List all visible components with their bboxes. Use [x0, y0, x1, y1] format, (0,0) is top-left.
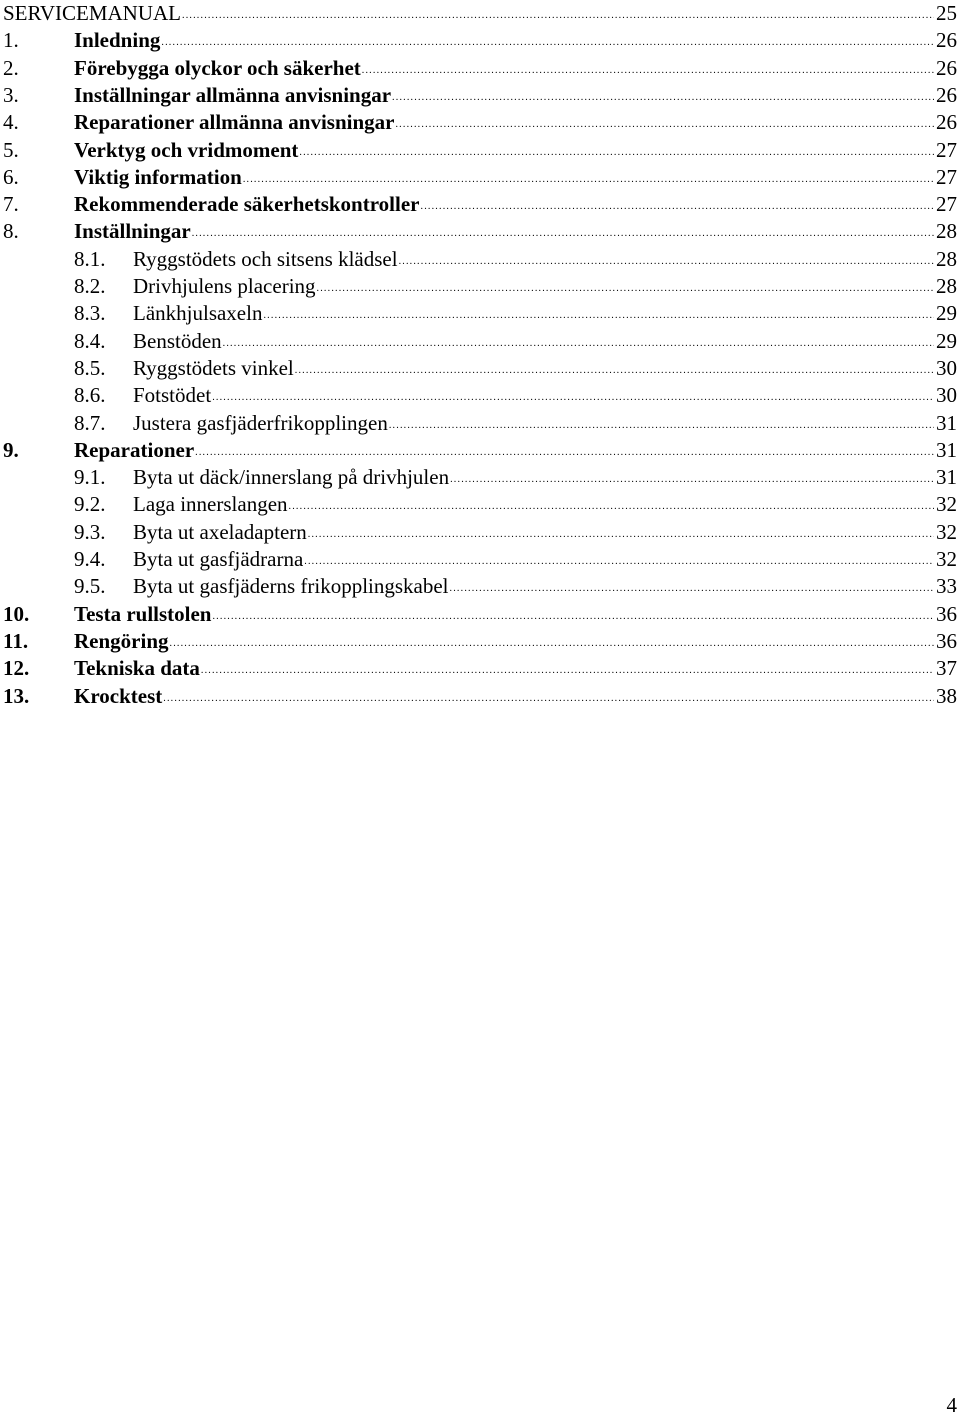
toc-entry[interactable] [3, 246, 957, 273]
toc-entry[interactable] [3, 464, 957, 491]
toc-entry-title: Byta ut gasfjäderns frikopplingskabel [133, 574, 449, 599]
toc-entry-page: 28 [936, 274, 957, 298]
toc-entry[interactable] [3, 491, 957, 518]
toc-entry-page: 36 [936, 601, 957, 626]
toc-entry-page: 28 [936, 219, 957, 244]
toc-entry[interactable] [3, 355, 957, 382]
toc-entry-title: Testa rullstolen [74, 601, 212, 626]
toc-entry-title: Byta ut gasfjädrarna [133, 547, 304, 571]
toc-entry[interactable] [3, 300, 957, 327]
toc-entry-title: Reparationer allmänna anvisningar [74, 110, 395, 135]
page-number: 4 [946, 1393, 957, 1417]
toc-entry-number: 8.5. [74, 355, 106, 380]
toc-entry-page: 32 [936, 519, 957, 544]
dot-leader [163, 685, 934, 712]
dot-leader [450, 466, 934, 493]
toc-entry-page: 36 [936, 628, 957, 653]
toc-entry-title: Laga innerslangen [133, 492, 288, 517]
toc-entry-page: 32 [936, 492, 957, 517]
toc-entry-title: Tekniska data [74, 656, 200, 681]
toc-entry-page: 30 [936, 383, 957, 408]
toc-entry-page: 26 [936, 82, 957, 107]
toc-entry-page: 37 [936, 656, 957, 681]
toc-entry-page: 38 [936, 683, 957, 708]
toc-entry[interactable] [3, 273, 957, 300]
toc-entry-page: 26 [936, 28, 957, 53]
toc-entry[interactable] [3, 437, 957, 464]
toc-entry[interactable] [3, 164, 957, 191]
toc-entry-number: 9.1. [74, 465, 106, 490]
toc-entry-title: Länkhjulsaxeln [133, 301, 263, 326]
toc-entry-number: 7. [3, 192, 19, 217]
dot-leader [395, 111, 934, 138]
toc-entry-number: 8.1. [74, 246, 106, 271]
dot-leader [399, 248, 934, 275]
toc-entry-page: 33 [936, 574, 957, 599]
dot-leader [450, 575, 934, 602]
dot-leader [192, 220, 934, 247]
dot-leader [170, 630, 935, 657]
toc-entry-number: 8.4. [74, 328, 106, 353]
toc-entry[interactable] [3, 601, 957, 628]
dot-leader [289, 493, 934, 520]
dot-leader [392, 84, 934, 111]
dot-leader [243, 166, 934, 193]
dot-leader [212, 384, 934, 411]
toc-entry-number: 2. [3, 55, 19, 80]
toc-entry-title: Inledning [74, 28, 161, 53]
toc-entry[interactable] [3, 218, 957, 245]
dot-leader [201, 657, 934, 684]
dot-leader [421, 193, 935, 220]
toc-entry-page: 30 [936, 355, 957, 380]
toc-entry-number: 3. [3, 82, 19, 107]
toc-entry-page: 27 [936, 164, 957, 189]
toc-entry-page: 29 [936, 301, 957, 326]
toc-entry-title: Viktig information [74, 164, 242, 189]
toc-entry-number: 8.6. [74, 383, 106, 408]
toc-entry-number: 8.7. [74, 410, 106, 435]
toc-entry-number: 6. [3, 164, 19, 189]
dot-leader [308, 521, 934, 548]
toc-entry-number: 9.3. [74, 519, 106, 544]
toc-entry[interactable] [3, 55, 957, 82]
toc-entry-number: 5. [3, 137, 19, 162]
toc-entry-number: 12. [3, 656, 30, 681]
toc-entry-title: Verktyg och vridmoment [74, 137, 299, 162]
dot-leader [263, 302, 934, 329]
toc-entry-title: Ryggstödets och sitsens klädsel [133, 246, 398, 271]
dot-leader [182, 2, 934, 29]
dot-leader [223, 330, 934, 357]
toc-entry-number: 9.2. [74, 492, 106, 517]
toc-entry[interactable] [3, 655, 957, 682]
toc-entry-page: 28 [936, 246, 957, 271]
toc-entry-title: Byta ut däck/innerslang på drivhjulen [133, 465, 450, 490]
toc-entry-number: 9.5. [74, 574, 106, 599]
toc-entry-number: 13. [3, 683, 30, 708]
toc-entry-page: 31 [936, 465, 957, 490]
toc-entry-page: 25 [936, 1, 957, 25]
toc-entry-title: Inställningar allmänna anvisningar [74, 82, 392, 107]
toc-entry[interactable] [3, 82, 957, 109]
toc-entry[interactable] [3, 683, 957, 710]
toc-entry-title: Rekommenderade säkerhetskontroller [74, 192, 420, 217]
toc-entry-title: Inställningar [74, 219, 191, 244]
dot-leader [161, 29, 934, 56]
toc-entry-title: Byta ut axeladaptern [133, 519, 307, 544]
toc-entry-number: 9.4. [74, 547, 106, 571]
toc-entry[interactable] [3, 137, 957, 164]
toc-entry-title: Ryggstödets vinkel [133, 355, 294, 380]
toc-entry[interactable] [3, 546, 957, 573]
toc-entry-page: 31 [936, 437, 957, 462]
toc-entry-page: 26 [936, 110, 957, 135]
toc-entry-page: 29 [936, 328, 957, 353]
toc-entry-title: Förebygga olyckor och säkerhet [74, 55, 361, 80]
toc-entry-number: 1. [3, 28, 19, 53]
toc-entry[interactable] [3, 573, 957, 600]
dot-leader [317, 275, 934, 302]
dot-leader [299, 139, 934, 166]
toc-entry-title: Justera gasfjäderfrikopplingen [133, 410, 388, 435]
toc-entry-page: 32 [936, 547, 957, 571]
dot-leader [304, 548, 934, 575]
toc-entry-number: 8.2. [74, 274, 106, 298]
toc-entry-number: 4. [3, 110, 19, 135]
toc-entry[interactable] [3, 628, 957, 655]
toc-entry-title: Rengöring [74, 628, 169, 653]
toc-entry[interactable] [3, 191, 957, 218]
dot-leader [212, 603, 934, 630]
toc-entry-number: 11. [3, 628, 29, 653]
dot-leader [295, 357, 934, 384]
dot-leader [389, 412, 934, 439]
toc-entry-page: 27 [936, 137, 957, 162]
toc-entry-number: 9. [3, 437, 19, 462]
toc-entry[interactable] [3, 382, 957, 409]
dot-leader [195, 439, 934, 466]
toc-entry[interactable] [3, 27, 957, 54]
toc-entry[interactable] [3, 519, 957, 546]
toc-entry-page: 26 [936, 55, 957, 80]
toc-entry[interactable] [3, 328, 957, 355]
toc-entry-number: 8.3. [74, 301, 106, 326]
toc-entry[interactable] [3, 410, 957, 437]
toc-entry-title: SERVICEMANUAL [3, 1, 181, 25]
toc-entry-title: Krocktest [74, 683, 163, 708]
toc-entry-title: Drivhjulens placering [133, 274, 316, 298]
toc-entry[interactable] [3, 109, 957, 136]
toc-entry-title: Fotstödet [133, 383, 212, 408]
toc-entry[interactable] [3, 0, 957, 27]
toc-entry-page: 31 [936, 410, 957, 435]
toc-entry-number: 10. [3, 601, 30, 626]
toc-entry-number: 8. [3, 219, 19, 244]
toc-entry-title: Reparationer [74, 437, 195, 462]
toc-entry-title: Benstöden [133, 328, 222, 353]
toc-entry-page: 27 [936, 192, 957, 217]
dot-leader [362, 57, 934, 84]
